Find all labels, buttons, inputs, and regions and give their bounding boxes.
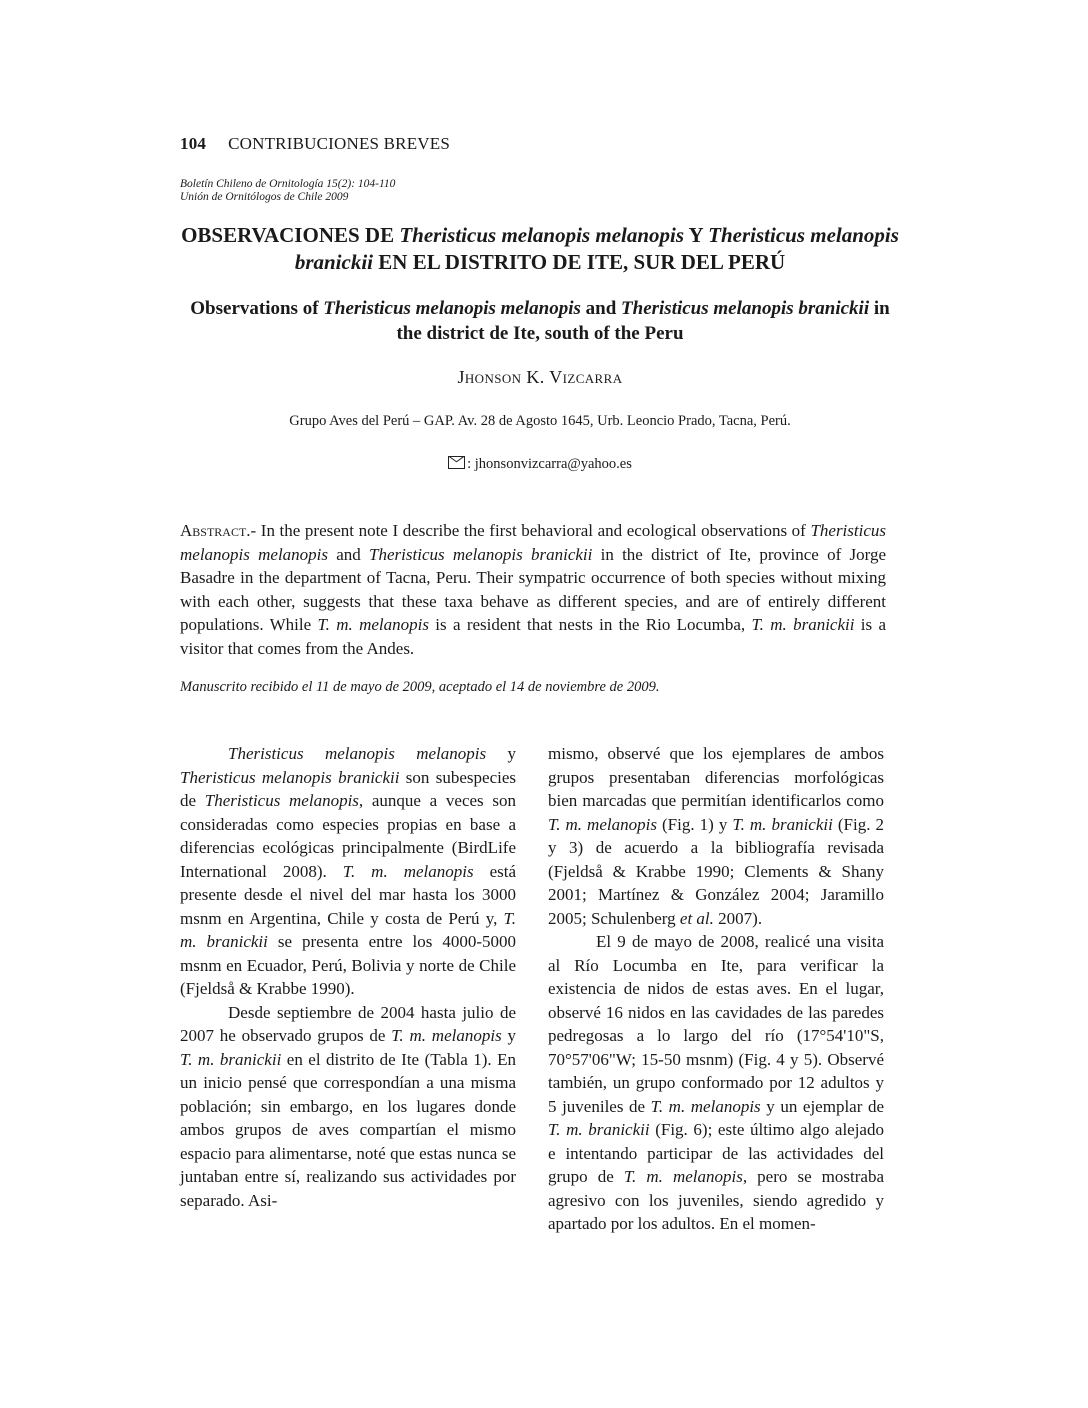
title-en-text-2: and bbox=[580, 298, 622, 319]
species-name: Theristicus melanopis bbox=[204, 791, 359, 810]
page-number: 104 bbox=[180, 134, 207, 153]
title-en-species-2: Theristicus melanopis branickii bbox=[621, 298, 870, 319]
section-title: CONTRIBUCIONES BREVES bbox=[228, 134, 451, 153]
species-name: T. m. branickii bbox=[180, 1049, 282, 1069]
title-es-species-1: Theristicus melanopis melanopis bbox=[399, 223, 685, 247]
body-paragraph bbox=[548, 742, 884, 930]
title-es-text-2: Y bbox=[684, 223, 709, 247]
body-text: , pero se mostraba agresivo con los juveniles, siendo agredido y apartado por los adultos. En el momen- bbox=[548, 1167, 884, 1233]
body-text: se presenta entre los 4000-5000 msnm en Ecuador, Perú, Bolivia y norte de Chile (Fjeldså & Krabbe 1990). bbox=[180, 932, 516, 998]
species-name: T. m. melanopis bbox=[650, 1096, 761, 1116]
body-text: , aunque a veces son consideradas como especies propias en base a diferencias ecológicas principalmente (BirdLife International 2008). bbox=[180, 791, 516, 881]
species-name: T. m. melanopis bbox=[391, 1026, 502, 1045]
species-name: T. m. melanopis bbox=[548, 814, 657, 834]
journal-publisher: Unión de Ornitólogos de Chile 2009 bbox=[180, 191, 349, 203]
species-name: T. m. melanopis bbox=[342, 861, 474, 881]
abstract-species-1: Theristicus melanopis melanopis bbox=[180, 521, 886, 564]
running-header bbox=[180, 134, 450, 154]
author-email bbox=[180, 456, 900, 473]
body-text: El 9 de mayo de 2008, realicé una visita al Río Locumba en Ite, para verificar la existencia de nidos de estas aves. En el lugar, observé 16 nidos en las cavidades de las paredes pedregosas a lo largo del río (17°54'10"S, 70°57'06"W; 15-50 msnm) (Fig. 4 y 5). Observé también, un grupo conformado por 12 adultos y 5 juveniles de bbox=[548, 932, 884, 1116]
email-address: : jhonsonvizcarra@yahoo.es bbox=[467, 456, 632, 472]
received-date: Manuscrito recibido el 11 de mayo de 2009, aceptado el 14 de noviembre de 2009. bbox=[180, 679, 660, 695]
abstract-label: Abstract bbox=[180, 521, 247, 540]
title-es-text-3: EN EL DISTRITO DE ITE, SUR DEL PERÚ bbox=[373, 250, 786, 274]
body-text: son subespecies de bbox=[180, 767, 517, 810]
citation-et-al: et al. bbox=[679, 908, 714, 928]
body-text: y un ejemplar de bbox=[760, 1096, 884, 1116]
body-text: y bbox=[501, 1026, 516, 1045]
envelope-icon bbox=[448, 456, 465, 469]
journal-citation: Boletín Chileno de Ornitología 15(2): 104-110 bbox=[180, 178, 396, 190]
body-text: (Fig. 6); este último algo alejado e intentando participar de las actividades del grupo de bbox=[548, 1120, 884, 1186]
species-name: Theristicus melanopis branickii bbox=[180, 767, 400, 787]
title-es-text-1: OBSERVACIONES DE bbox=[181, 223, 400, 247]
species-name: T. m. branickii bbox=[180, 908, 516, 951]
article-title-es bbox=[180, 222, 900, 276]
abstract bbox=[180, 519, 886, 660]
body-text: Desde septiembre de 2004 hasta julio de 2007 he observado grupos de bbox=[180, 1002, 516, 1045]
body-text: (Fig. 1) y bbox=[656, 814, 733, 834]
body-text: en el distrito de Ite (Tabla 1). En un inicio pensé que correspondían a una misma población; sin embargo, en los lugares donde ambos grupos de aves compartían el mismo espacio para alimentarse, noté que estas nunca se juntaban entre sí, realizando sus actividades por separado. Asi- bbox=[180, 1049, 516, 1210]
abstract-species-3: T. m. melanopis bbox=[317, 615, 429, 634]
body-text: mismo, observé que los ejemplares de ambos grupos presentaban diferencias morfológicas bien marcadas que permitían identificarlos como bbox=[548, 744, 884, 810]
species-name: T. m. branickii bbox=[732, 814, 833, 834]
abstract-species-4: T. m. branickii bbox=[751, 615, 855, 634]
body-paragraph bbox=[180, 742, 516, 1001]
title-en-text-1: Observations of bbox=[190, 298, 324, 319]
title-es-species-2: Theristicus melanopis branickii bbox=[294, 223, 899, 274]
body-paragraph bbox=[548, 930, 884, 1236]
body-column-right bbox=[548, 742, 884, 1236]
author-affiliation: Grupo Aves del Perú – GAP. Av. 28 de Agosto 1645, Urb. Leoncio Prado, Tacna, Perú. bbox=[289, 413, 791, 429]
body-paragraph bbox=[180, 1001, 516, 1213]
journal-citation-block bbox=[180, 178, 395, 204]
body-text: (Fig. 2 y 3) de acuerdo a la bibliografía revisada (Fjeldså & Krabbe 1990; Clements & Shany 2001; Martínez & González 2004; Jaramillo 2005; Schulenberg bbox=[548, 814, 885, 928]
body-text: y bbox=[486, 744, 516, 763]
abstract-text-4: is a visitor that comes from the Andes. bbox=[180, 615, 886, 658]
abstract-species-2: Theristicus melanopis branickii bbox=[369, 544, 593, 564]
body-text: 2007). bbox=[713, 908, 763, 928]
abstract-text-2: in the district of Ite, province of Jorge Basadre in the department of Tacna, Peru. Their sympatric occurrence of both species without mixing with each other, suggests that these taxa behave as different species, and are of entirely different populations. While bbox=[180, 544, 886, 634]
body-text: está presente desde el nivel del mar hasta los 3000 msnm en Argentina, Chile y costa de Perú y, bbox=[180, 861, 517, 928]
species-name: Theristicus melanopis melanopis bbox=[228, 744, 487, 763]
title-en-text-3: in the district de Ite, south of the Peru bbox=[396, 298, 890, 344]
species-name: T. m. branickii bbox=[548, 1120, 650, 1139]
title-en-species-1: Theristicus melanopis melanopis bbox=[323, 298, 581, 319]
abstract-text-3: is a resident that nests in the Rio Locumba, bbox=[428, 615, 752, 634]
abstract-text-0: .- In the present note I describe the first behavioral and ecological observations of bbox=[246, 521, 811, 540]
species-name: T. m. melanopis bbox=[623, 1167, 743, 1186]
body-column-left bbox=[180, 742, 516, 1212]
author-name: Jhonson K. Vizcarra bbox=[457, 367, 623, 387]
article-title-en bbox=[180, 296, 900, 346]
abstract-text-1: and bbox=[328, 544, 370, 564]
